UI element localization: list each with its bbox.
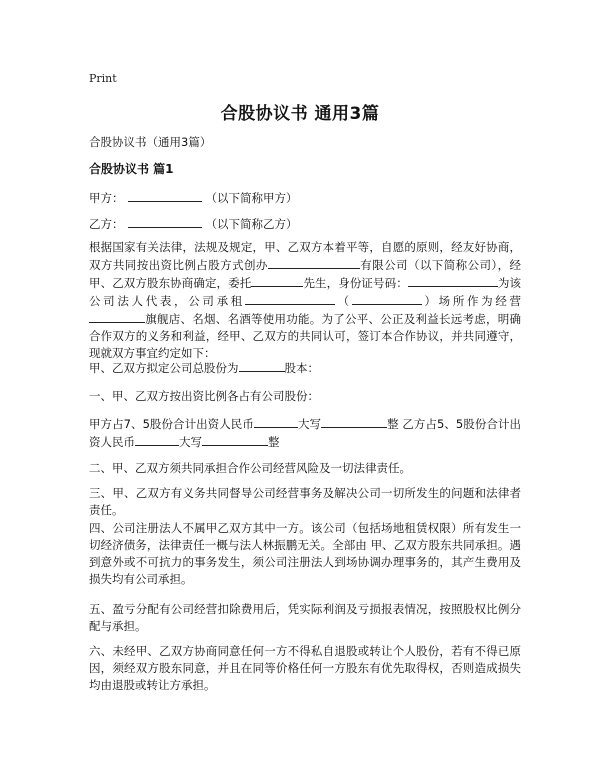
premises-address-blank — [352, 292, 422, 305]
capital-paragraph — [89, 415, 521, 451]
shares-text-2: 股本： — [284, 361, 319, 375]
intro-text-3: 先生，身份证号码： — [303, 276, 408, 290]
party-a-amount-words-blank — [321, 415, 387, 428]
party-b-blank — [128, 215, 202, 228]
shares-text-1: 甲、乙双方拟定公司总股份为 — [89, 361, 239, 375]
intro-text-1: 根据国家有关法律，法规及规定，甲、乙双方本着平等，自愿的原则，经友好协商，双方共同按出资比例占股方式创办 — [89, 240, 521, 272]
clause-2: 二、甲、乙双方须共同承担合作公司经营风险及一切法律责任。 — [89, 461, 411, 475]
total-shares-blank — [239, 359, 285, 372]
document-subtitle: 合股协议书（通用3篇） — [89, 135, 212, 149]
party-b-note: （以下简称乙方） — [205, 217, 298, 231]
clause-4: 四、公司注册法人不属甲乙双方其中一方。该公司（包括场地租赁权限）所有发生一切经济债务，法律责任一概与法人林振鹏无关。全部由 甲、乙双方股东共同承担。遇到意外或不可抗力的事务发生，须公司注册法人到场协调办理事务的，其产生费用及损失均有公司承担。 — [89, 521, 521, 586]
party-b-label: 乙方： — [89, 217, 124, 231]
representative-name-blank — [251, 274, 303, 287]
party-a-note: （以下简称甲方） — [205, 191, 298, 205]
capital-text-4: 大写 — [179, 435, 202, 449]
intro-text-2: 有限公司（以下简称公司），经甲、乙双方股东协商确定，委托 — [89, 258, 522, 290]
id-number-blank — [408, 274, 498, 287]
party-b-line — [89, 215, 298, 232]
party-a-blank — [128, 189, 202, 202]
clause-1: 一、甲、乙双方按出资比例各占有公司股份： — [89, 389, 319, 403]
company-name-blank — [268, 256, 360, 269]
clause-3: 三、甲、乙双方有义务共同督导公司经营事务及解决公司一切所发生的问题和法律者责任。 — [89, 486, 521, 517]
section-heading: 合股协议书 篇1 — [89, 162, 174, 176]
print-label: Print — [89, 72, 117, 85]
clause-5: 五、盈亏分配有公司经营扣除费用后，凭实际利润及亏损报表情况，按照股权比例分配与承担。 — [89, 602, 521, 633]
party-a-line — [89, 189, 298, 206]
clause-6: 六、未经甲、乙双方协商同意任何一方不得私自退股或转让个人股份，若有不得已原因，须经双方股东同意，并且在同等价格任何一方股东有优先取得权，否则造成损失均由退股或转让方承担。 — [89, 644, 521, 692]
intro-text-5: （ — [334, 294, 352, 308]
document-title: 合股协议书 通用3篇 — [220, 104, 380, 124]
party-a-amount-blank — [254, 415, 298, 428]
intro-text-6: ）场所作为经营 — [421, 294, 522, 308]
capital-text-5: 整 — [268, 435, 280, 449]
party-b-amount-blank — [135, 433, 179, 446]
intro-text-4: 为该公司法人代表，公司承租 — [89, 276, 522, 308]
intro-text-7: 旗舰店、名烟、名酒等使用功能。为了公平、公正及利益长远考虑，明确合作双方的义务和利益，经甲、乙双方的共同认可，签订本合作协议，并共同遵守，现就双方事宜约定如下： — [89, 312, 521, 360]
capital-text-2: 大写 — [297, 417, 322, 431]
total-shares-line — [89, 359, 521, 377]
leased-premises-blank — [245, 292, 335, 305]
intro-paragraph — [89, 239, 521, 362]
capital-text-3: 整 乙方占5、5股份合计出资人民币 — [89, 417, 521, 449]
capital-text-1: 甲方占7、5股份合计出资人民币 — [89, 417, 254, 431]
business-name-blank — [89, 310, 145, 323]
party-a-label: 甲方： — [89, 191, 124, 205]
party-b-amount-words-blank — [202, 433, 268, 446]
